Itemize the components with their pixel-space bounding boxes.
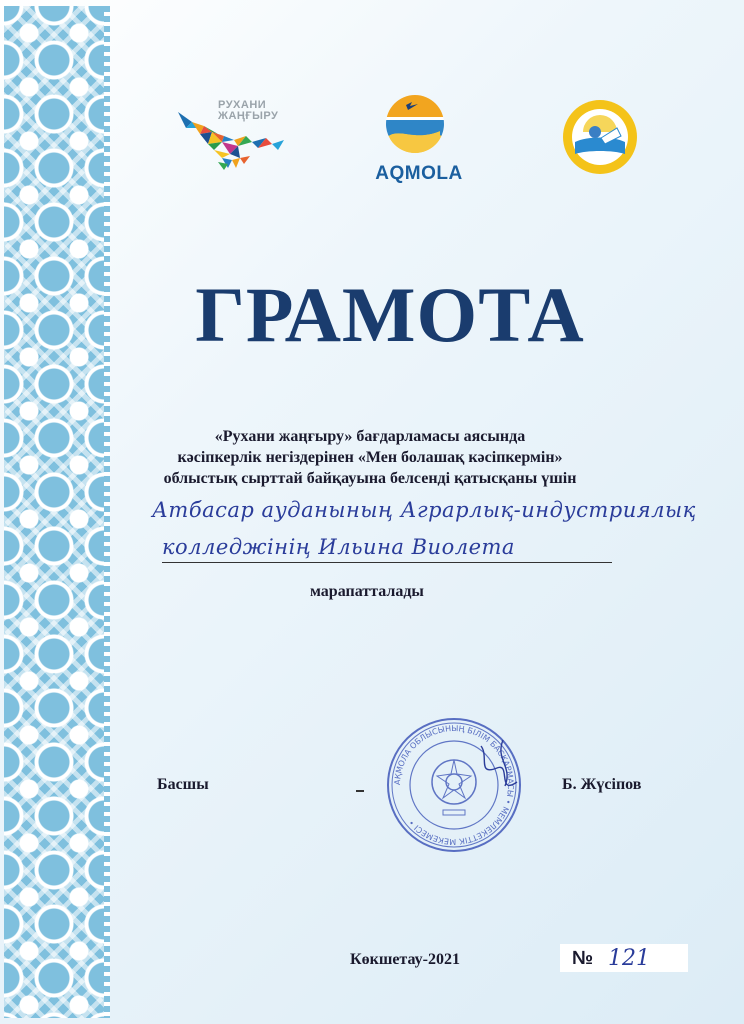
stamp-ring-text: АҚМОЛА ОБЛЫСЫНЫҢ БІЛІМ БАСҚАРМАСЫ • МЕМЛЕКЕТТІК МЕКЕМЕСІ • xyxy=(392,723,516,847)
rukhani-zhangyru-logo xyxy=(174,98,294,178)
awarded-text: марапатталады xyxy=(310,583,424,600)
official-stamp xyxy=(385,716,523,854)
recipient-underline xyxy=(162,562,612,563)
aqmola-logo xyxy=(364,95,474,190)
city-year: Көкшетау-2021 xyxy=(350,951,460,968)
book-sun-icon xyxy=(561,98,639,176)
emblem-icon xyxy=(432,760,476,815)
body-line-1: «Рухани жаңғыру» бағдарламасы аясында xyxy=(214,428,526,445)
body-line-2: кәсіпкерлік негіздерінен «Мен болашақ кәсіпкермін» xyxy=(177,449,563,466)
aqmola-emblem-icon xyxy=(386,95,444,153)
certificate-title: ГРАМОТА xyxy=(195,271,585,358)
ornamental-border xyxy=(4,6,104,1018)
rukhani-logo-line2: ЖАҢҒЫРУ xyxy=(218,110,279,122)
body-line-3: облыстық сырттай байқауына белсенді қатысқаны үшін xyxy=(163,470,577,487)
signature-dash xyxy=(356,790,364,792)
aqmola-logo-text: AQMOLA xyxy=(375,163,463,184)
handwritten-recipient-line1: Атбасар ауданының Аграрлық-индустриялық xyxy=(152,498,696,522)
signature-label: Басшы xyxy=(157,776,209,793)
rukhani-logo-line1: РУХАНИ xyxy=(218,99,267,111)
handwritten-recipient-line2: колледжінің Ильина Виолета xyxy=(162,535,515,559)
svg-text:АҚМОЛА ОБЛЫСЫНЫҢ БІЛІМ БАСҚАРМ xyxy=(393,724,515,846)
number-sign: № xyxy=(572,948,594,969)
certificate-body xyxy=(130,426,610,489)
ornamental-border-edge xyxy=(104,6,110,1018)
education-department-logo xyxy=(561,98,639,176)
signatory-name: Б. Жүсіпов xyxy=(562,776,642,793)
rukhani-logo-text xyxy=(218,100,278,122)
certificate-number: 121 xyxy=(608,946,650,971)
